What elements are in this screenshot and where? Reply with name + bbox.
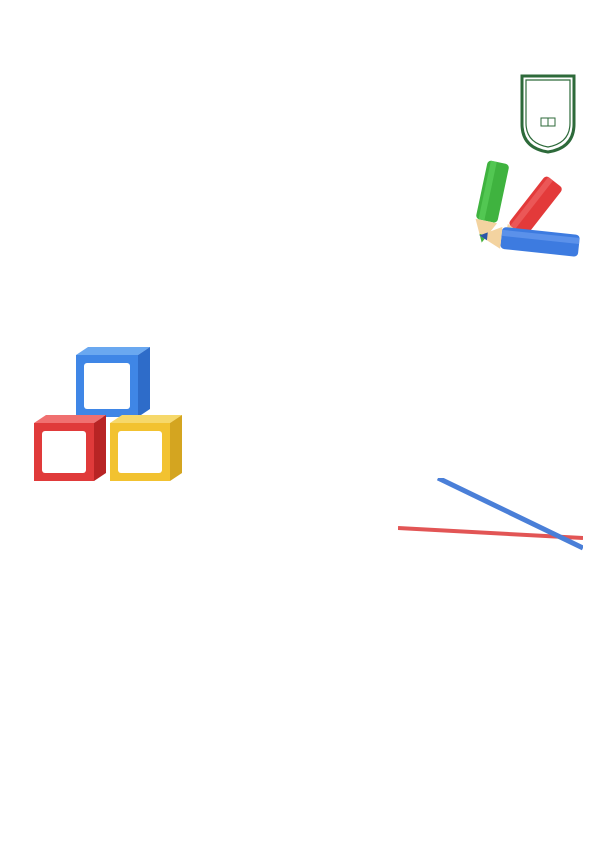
bottom-pencils-border [0, 700, 450, 858]
block-b [110, 415, 182, 481]
pencils-icon [458, 155, 588, 280]
block-c-top [76, 347, 150, 417]
top-pencils-border [0, 0, 613, 62]
toy-blocks-icon [28, 345, 188, 485]
abc-letters-icon [398, 478, 583, 613]
qr-code-icon[interactable] [458, 690, 570, 802]
school-logo-icon [516, 70, 580, 154]
block-a [34, 415, 106, 481]
